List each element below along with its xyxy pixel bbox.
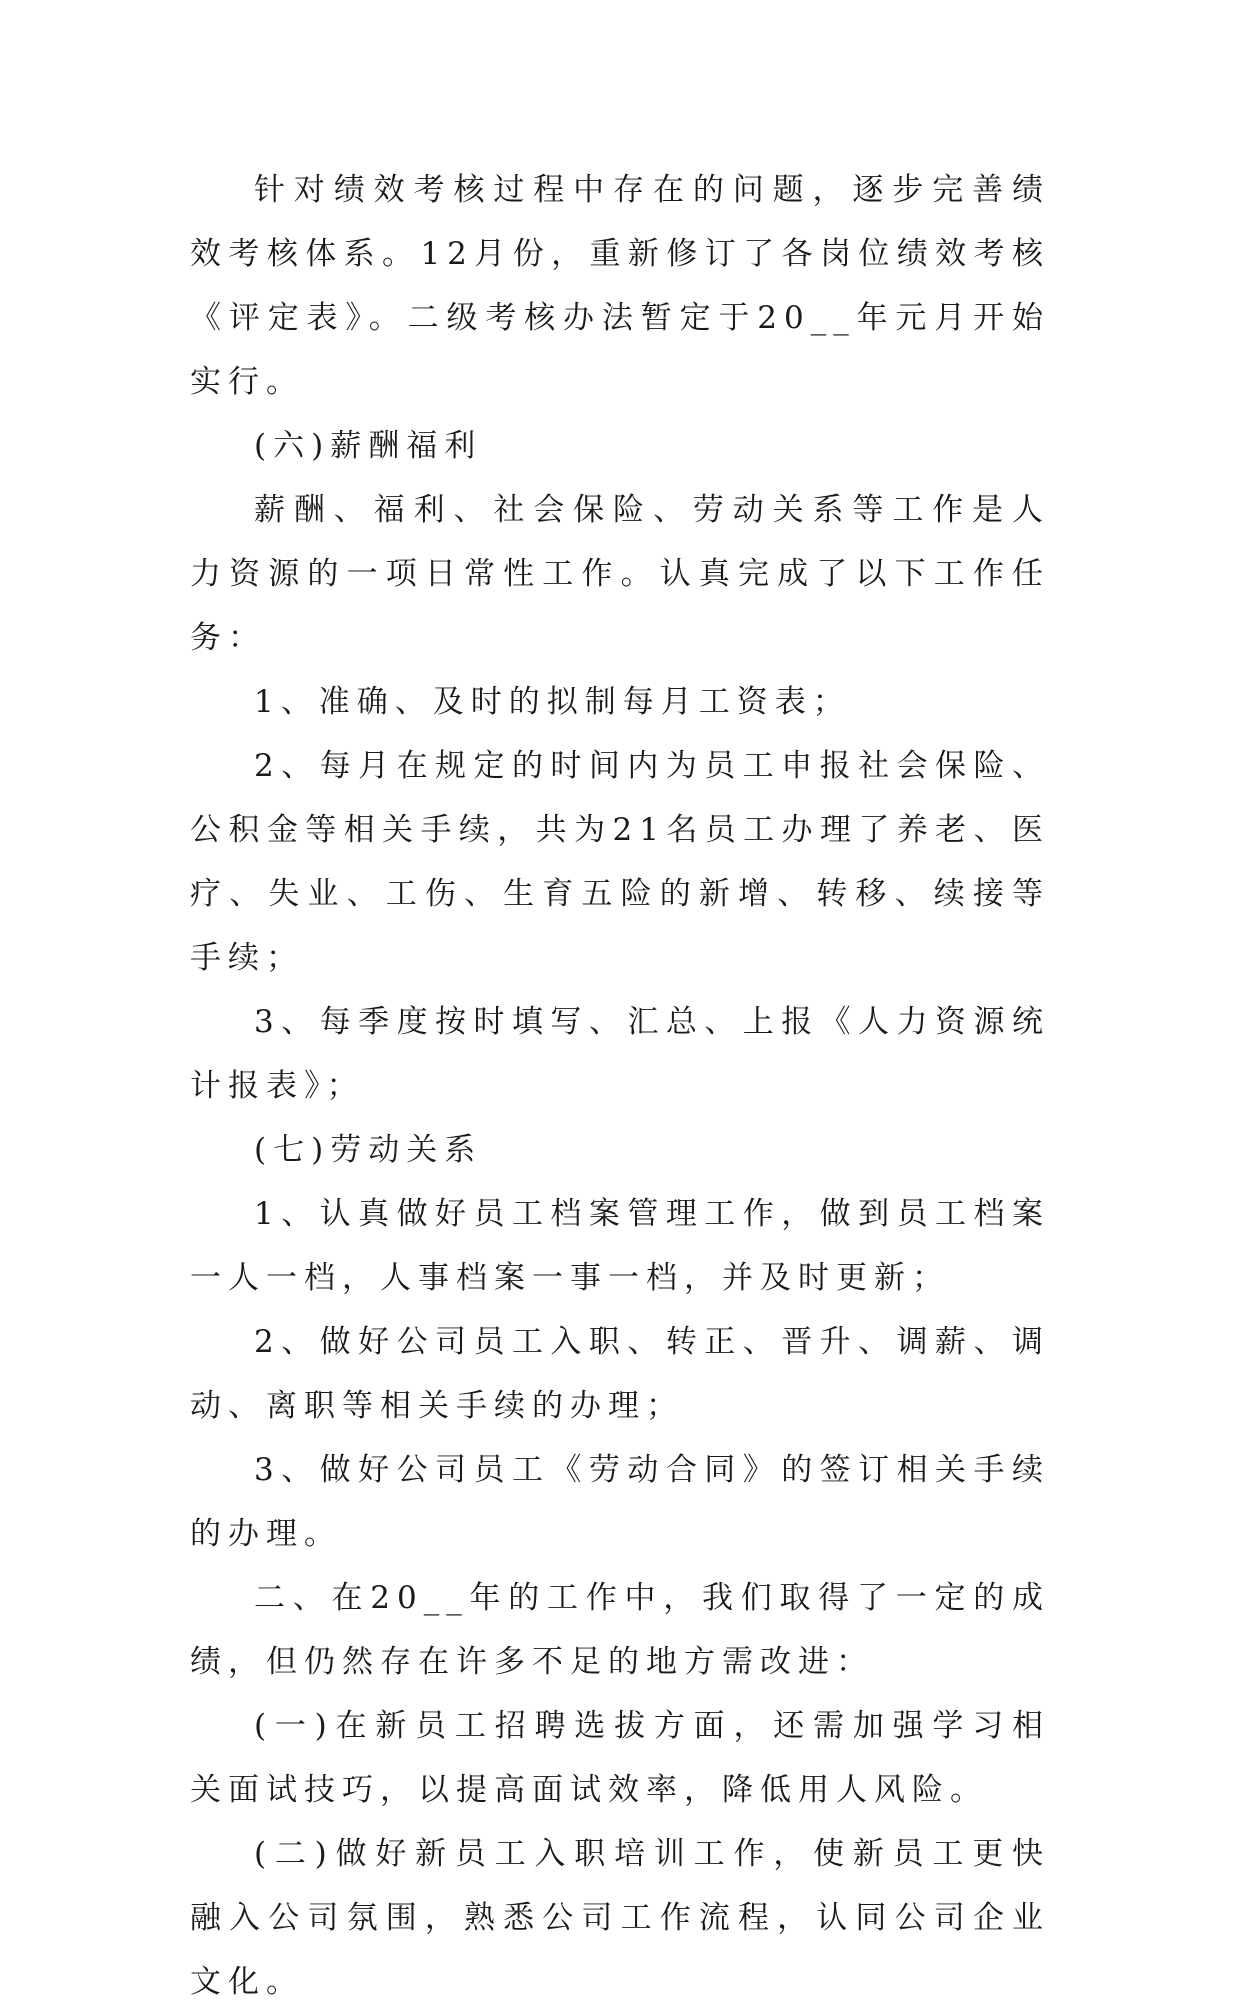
list-item: 3、做好公司员工《劳动合同》的签订相关手续的办理。 <box>190 1452 1050 1552</box>
list-item: 1、认真做好员工档案管理工作，做到员工档案一人一档，人事档案一事一档，并及时更新； <box>190 1196 1050 1296</box>
section-heading: (六)薪酬福利 <box>254 428 483 464</box>
paragraph: 薪酬、福利、社会保险、劳动关系等工作是人力资源的一项日常性工作。认真完成了以下工作任务： <box>190 492 1050 656</box>
section-heading: (七)劳动关系 <box>254 1132 483 1168</box>
list-item: 3、每季度按时填写、汇总、上报《人力资源统计报表》； <box>190 1004 1050 1104</box>
list-item: (一)在新员工招聘选拔方面，还需加强学习相关面试技巧，以提高面试效率，降低用人风险。 <box>190 1708 1050 1808</box>
paragraph: 针对绩效考核过程中存在的问题，逐步完善绩效考核体系。12月份，重新修订了各岗位绩效考核《评定表》。二级考核办法暂定于20__年元月开始实行。 <box>190 172 1050 400</box>
document-body <box>190 158 1050 2014</box>
list-item: 1、准确、及时的拟制每月工资表； <box>254 684 851 720</box>
list-item: 2、做好公司员工入职、转正、晋升、调薪、调动、离职等相关手续的办理； <box>190 1324 1050 1424</box>
list-item: 2、每月在规定的时间内为员工申报社会保险、公积金等相关手续，共为21名员工办理了养老、医疗、失业、工伤、生育五险的新增、转移、续接等手续； <box>190 748 1050 976</box>
paragraph: 二、在20__年的工作中，我们取得了一定的成绩，但仍然存在许多不足的地方需改进： <box>190 1580 1050 1680</box>
list-item: (二)做好新员工入职培训工作，使新员工更快融入公司氛围，熟悉公司工作流程，认同公司企业文化。 <box>190 1836 1050 2000</box>
